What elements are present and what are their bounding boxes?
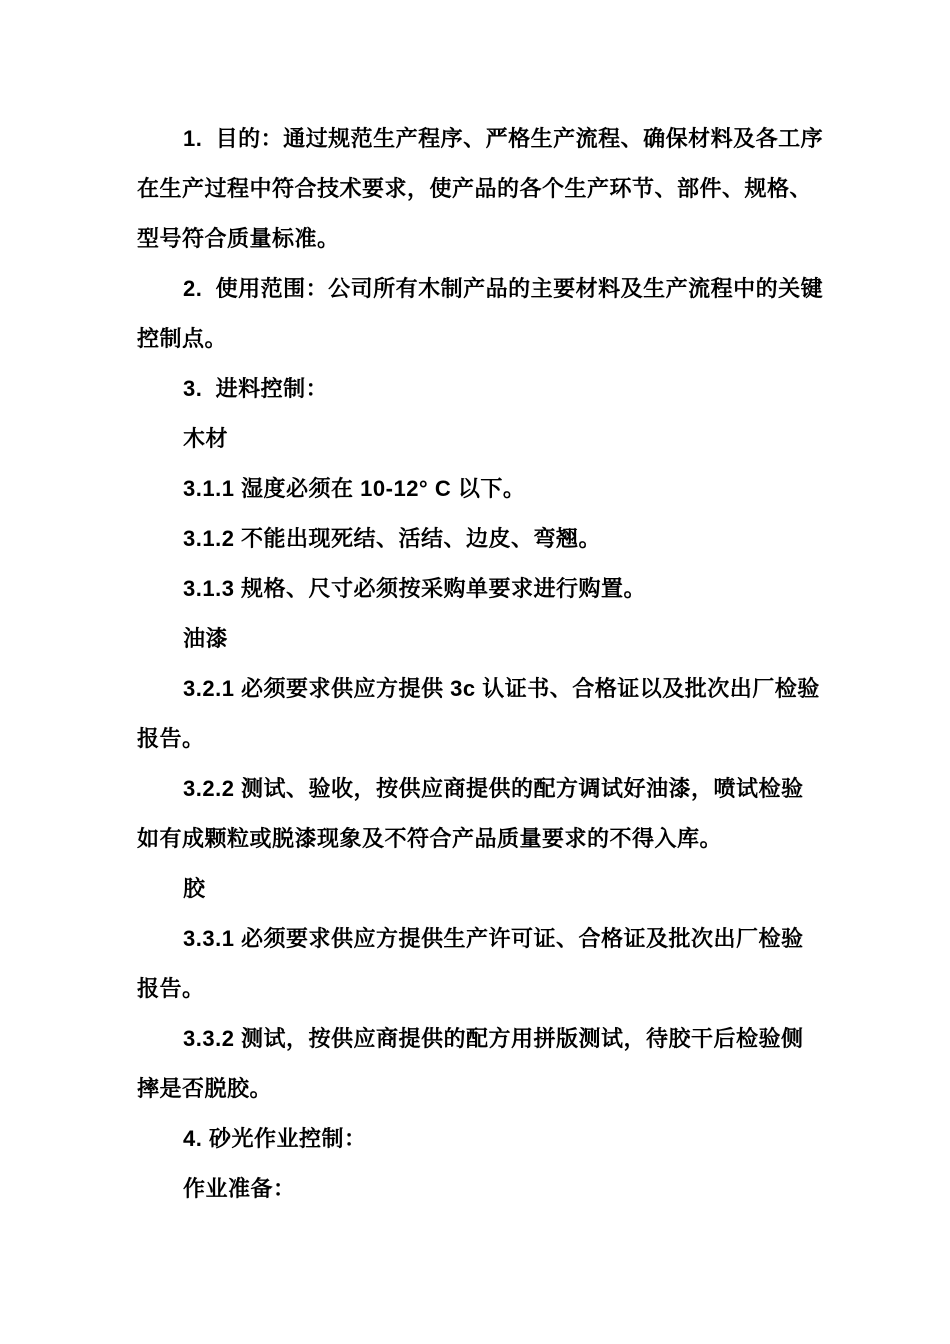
text-line: 油漆 (183, 626, 229, 651)
paragraph (137, 564, 837, 614)
document-body (137, 114, 837, 1214)
paragraph (137, 1114, 837, 1164)
text-line: 3.1.3 规格、尺寸必须按采购单要求进行购置。 (183, 576, 647, 601)
text-line: 3.3.2 测试，按供应商提供的配方用拼版测试，待胶干后检验侧 (183, 1026, 804, 1051)
paragraph (137, 864, 837, 914)
text-line: 在生产过程中符合技术要求，使产品的各个生产环节、部件、规格、 (137, 176, 813, 201)
text-line: 报告。 (137, 976, 205, 1001)
paragraph (137, 364, 837, 414)
paragraph (137, 414, 837, 464)
text-line: 3. 进料控制： (183, 376, 329, 401)
text-line: 型号符合质量标准。 (137, 226, 340, 251)
text-line: 木材 (183, 426, 229, 451)
text-line: 报告。 (137, 726, 205, 751)
text-line: 如有成颗粒或脱漆现象及不符合产品质量要求的不得入库。 (137, 826, 723, 851)
text-line: 3.1.2 不能出现死结、活结、边皮、弯翘。 (183, 526, 602, 551)
paragraph (137, 264, 837, 364)
text-line: 3.1.1 湿度必须在 10-12° C 以下。 (183, 476, 526, 501)
paragraph (137, 114, 837, 264)
paragraph (137, 514, 837, 564)
paragraph (137, 764, 837, 864)
text-line: 胶 (183, 876, 206, 901)
text-line: 控制点。 (137, 326, 228, 351)
text-line: 3.3.1 必须要求供应方提供生产许可证、合格证及批次出厂检验 (183, 926, 804, 951)
paragraph (137, 1164, 837, 1214)
text-line: 3.2.1 必须要求供应方提供 3c 认证书、合格证以及批次出厂检验 (183, 676, 820, 701)
text-line: 作业准备： (183, 1176, 296, 1201)
paragraph (137, 1014, 837, 1114)
text-line: 2. 使用范围：公司所有木制产品的主要材料及生产流程中的关键 (183, 276, 824, 301)
paragraph (137, 664, 837, 764)
text-line: 1. 目的：通过规范生产程序、严格生产流程、确保材料及各工序 (183, 126, 824, 151)
text-line: 摔是否脱胶。 (137, 1076, 273, 1101)
text-line: 3.2.2 测试、验收，按供应商提供的配方调试好油漆，喷试检验 (183, 776, 804, 801)
paragraph (137, 464, 837, 514)
paragraph (137, 914, 837, 1014)
paragraph (137, 614, 837, 664)
text-line: 4. 砂光作业控制： (183, 1126, 367, 1151)
